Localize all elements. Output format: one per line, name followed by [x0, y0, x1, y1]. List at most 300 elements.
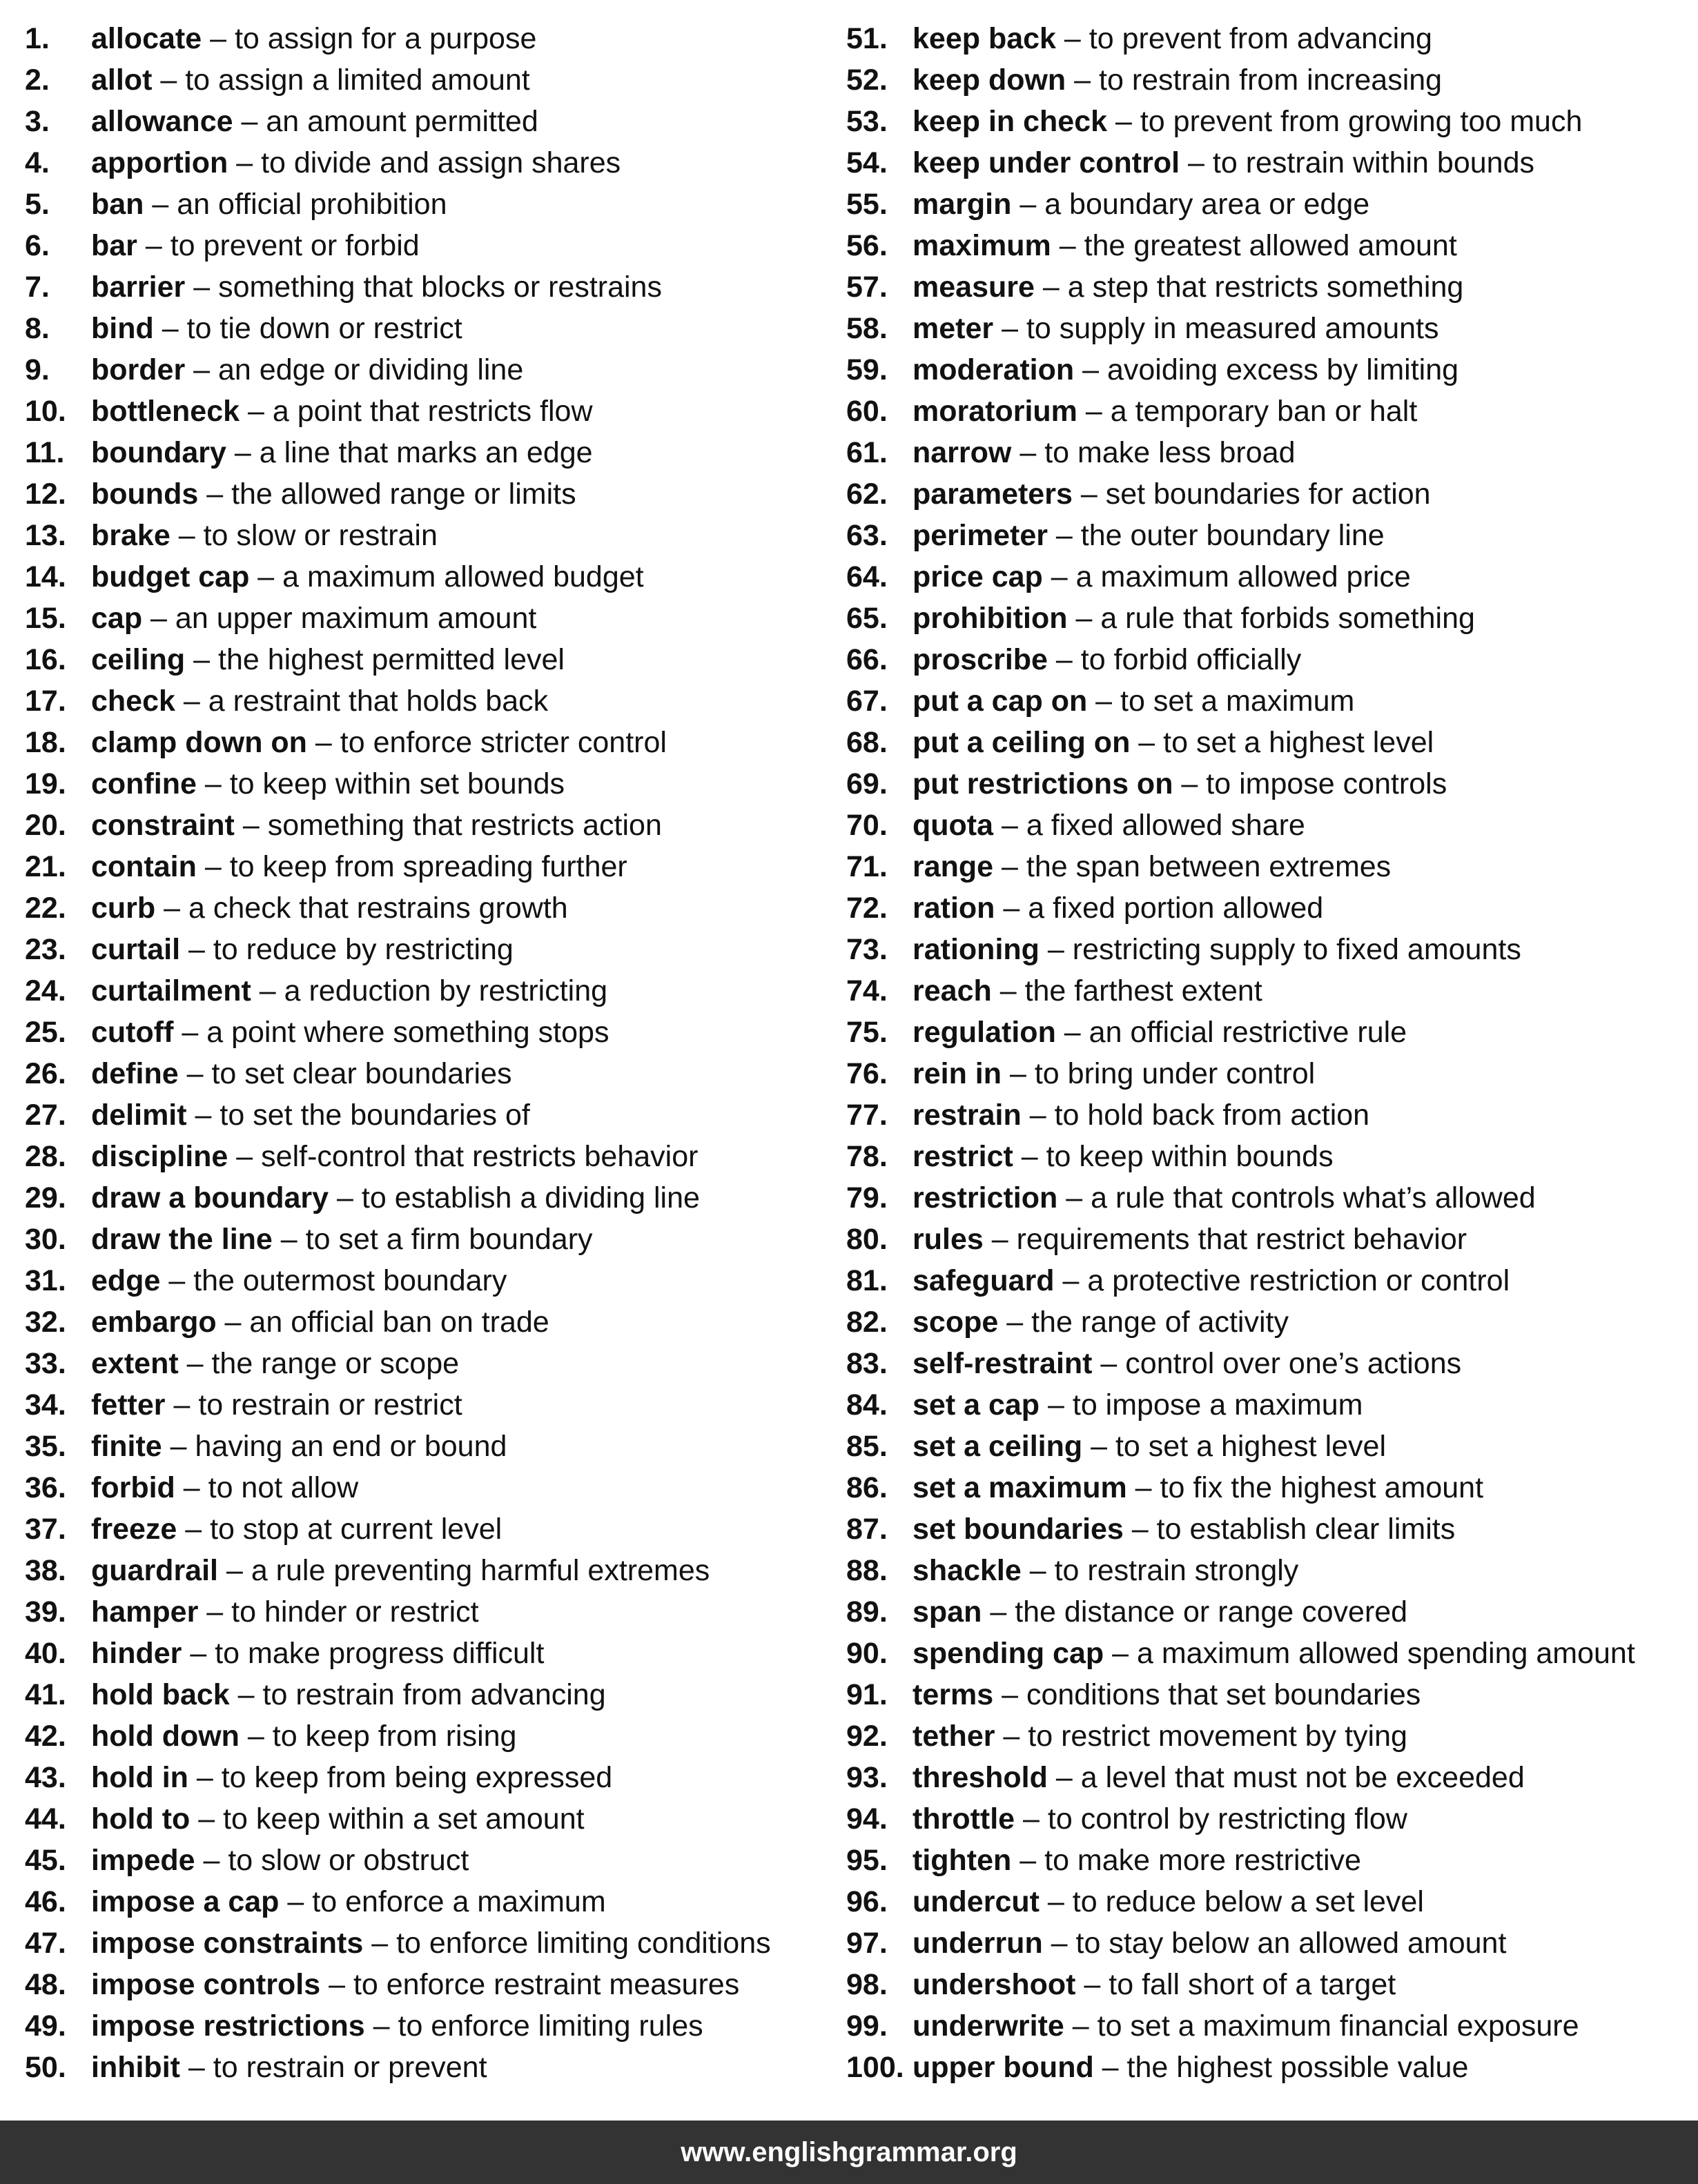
item-definition: a step that restricts something — [1067, 270, 1464, 304]
item-term: moderation — [913, 353, 1075, 386]
list-item — [25, 1136, 832, 1177]
item-text — [91, 1964, 739, 2005]
list-item — [846, 1633, 1695, 1674]
item-separator: – — [198, 1595, 232, 1629]
item-separator: – — [1130, 726, 1164, 759]
item-number: 43. — [25, 1761, 66, 1794]
item-term: cap — [91, 602, 143, 635]
item-definition: the highest possible value — [1126, 2051, 1469, 2084]
item-definition: a fixed allowed share — [1026, 809, 1305, 842]
list-item — [25, 473, 832, 515]
item-text — [91, 2047, 487, 2088]
item-number: 11. — [25, 436, 65, 469]
item-term: upper bound — [913, 2051, 1094, 2084]
item-number: 59. — [846, 353, 888, 386]
item-definition: an official ban on trade — [249, 1306, 549, 1339]
item-term: maximum — [913, 229, 1051, 262]
item-term: keep under control — [913, 146, 1180, 179]
item-text — [913, 1467, 1483, 1508]
list-item — [846, 1053, 1695, 1094]
item-term: meter — [913, 312, 994, 345]
item-text — [91, 1591, 479, 1633]
item-separator: – — [1173, 767, 1207, 800]
item-number: 73. — [846, 933, 888, 966]
item-separator: – — [272, 1223, 306, 1256]
item-separator: – — [186, 1099, 220, 1132]
item-separator: – — [993, 809, 1026, 842]
item-text — [913, 142, 1534, 184]
item-text — [91, 1301, 549, 1343]
item-definition: to set the boundaries of — [219, 1099, 530, 1132]
item-term: set a cap — [913, 1388, 1040, 1421]
item-term: impede — [91, 1844, 195, 1877]
item-term: restrict — [913, 1140, 1013, 1173]
list-item — [25, 1964, 832, 2005]
item-text — [913, 1219, 1467, 1260]
item-definition: a protective restriction or control — [1087, 1264, 1510, 1297]
item-term: rein in — [913, 1057, 1002, 1090]
item-definition: to establish clear limits — [1156, 1513, 1456, 1546]
list-item — [846, 1343, 1695, 1384]
item-definition: an edge or dividing line — [218, 353, 524, 386]
item-number: 99. — [846, 2009, 888, 2043]
item-term: margin — [913, 188, 1012, 221]
item-term: curtailment — [91, 974, 251, 1007]
item-text — [91, 1260, 507, 1301]
item-separator: – — [165, 1388, 199, 1421]
list-item — [846, 1798, 1695, 1840]
footer-website-link[interactable]: www.englishgrammar.org — [681, 2137, 1017, 2167]
item-text — [913, 1012, 1407, 1053]
item-definition: the outermost boundary — [193, 1264, 507, 1297]
item-definition: requirements that restrict behavior — [1016, 1223, 1467, 1256]
list-item — [25, 680, 832, 722]
item-term: draw the line — [91, 1223, 273, 1256]
item-definition: something that blocks or restrains — [218, 270, 662, 304]
item-separator: – — [152, 63, 186, 97]
item-separator: – — [162, 1430, 195, 1463]
item-text — [91, 1633, 544, 1674]
item-definition: a point where something stops — [206, 1016, 609, 1049]
item-number: 24. — [25, 974, 66, 1007]
list-item — [846, 929, 1695, 970]
item-term: terms — [913, 1678, 994, 1711]
list-item — [846, 556, 1695, 598]
item-definition: to restrain within bounds — [1212, 146, 1534, 179]
item-definition: to prevent or forbid — [170, 229, 420, 262]
item-separator: – — [993, 312, 1026, 345]
item-term: budget cap — [91, 560, 250, 593]
item-separator: – — [160, 1264, 194, 1297]
list-item — [25, 2047, 832, 2088]
item-definition: to set clear boundaries — [211, 1057, 512, 1090]
item-definition: to restrain strongly — [1054, 1554, 1299, 1587]
list-item — [846, 1881, 1695, 1922]
item-definition: the outer boundary line — [1080, 519, 1385, 552]
item-text — [91, 598, 536, 639]
item-number: 76. — [846, 1057, 888, 1090]
item-separator: – — [1180, 146, 1213, 179]
item-separator: – — [1021, 1099, 1055, 1132]
item-term: hinder — [91, 1637, 182, 1670]
item-text — [91, 639, 565, 680]
item-separator: – — [180, 933, 213, 966]
item-number: 77. — [846, 1099, 888, 1132]
item-term: apportion — [91, 146, 228, 179]
item-definition: to enforce limiting rules — [398, 2009, 703, 2043]
item-number: 53. — [846, 105, 888, 138]
item-term: edge — [91, 1264, 161, 1297]
item-number: 80. — [846, 1223, 888, 1256]
item-number: 75. — [846, 1016, 888, 1049]
item-text — [91, 763, 565, 805]
item-number: 79. — [846, 1181, 888, 1214]
item-separator: – — [179, 2051, 213, 2084]
item-separator: – — [216, 1306, 250, 1339]
item-definition: an amount permitted — [266, 105, 538, 138]
list-item — [25, 515, 832, 556]
list-item — [846, 2005, 1695, 2047]
item-term: clamp down on — [91, 726, 307, 759]
item-separator: – — [320, 1968, 353, 2001]
item-definition: to establish a dividing line — [361, 1181, 700, 1214]
item-separator: – — [137, 229, 170, 262]
item-separator: – — [1011, 1844, 1045, 1877]
item-number: 42. — [25, 1720, 66, 1753]
item-term: guardrail — [91, 1554, 218, 1587]
item-definition: to divide and assign shares — [261, 146, 621, 179]
item-number: 96. — [846, 1885, 888, 1918]
item-number: 21. — [25, 850, 66, 883]
list-item — [846, 515, 1695, 556]
item-definition: to keep from being expressed — [221, 1761, 613, 1794]
item-number: 78. — [846, 1140, 888, 1173]
item-text — [913, 680, 1354, 722]
item-definition: to tie down or restrict — [186, 312, 462, 345]
item-text — [913, 722, 1434, 763]
item-number: 3. — [25, 105, 50, 138]
item-definition: to make more restrictive — [1044, 1844, 1361, 1877]
item-number: 69. — [846, 767, 888, 800]
item-number: 14. — [25, 560, 66, 593]
item-separator: – — [991, 974, 1025, 1007]
item-definition: to slow or obstruct — [228, 1844, 469, 1877]
item-term: set a maximum — [913, 1471, 1127, 1504]
item-number: 95. — [846, 1844, 888, 1877]
item-definition: to fix the highest amount — [1160, 1471, 1484, 1504]
item-term: hold in — [91, 1761, 188, 1794]
item-number: 54. — [846, 146, 888, 179]
item-separator: – — [1123, 1513, 1157, 1546]
item-separator: – — [1042, 1927, 1076, 1960]
item-text — [913, 2047, 1468, 2088]
item-definition: an upper maximum amount — [175, 602, 537, 635]
item-text — [913, 1798, 1407, 1840]
item-separator: – — [1015, 1802, 1048, 1836]
item-definition: to enforce stricter control — [340, 726, 667, 759]
item-separator: – — [234, 809, 268, 842]
item-term: quota — [913, 809, 994, 842]
item-separator: – — [329, 1181, 362, 1214]
item-term: bounds — [91, 478, 199, 511]
item-separator: – — [1064, 2009, 1097, 2043]
item-number: 66. — [846, 643, 888, 676]
item-text — [91, 1094, 530, 1136]
item-number: 71. — [846, 850, 888, 883]
item-text — [91, 846, 627, 887]
item-number: 67. — [846, 685, 888, 718]
item-text — [91, 473, 576, 515]
item-definition: to fall short of a target — [1109, 1968, 1396, 2001]
list-item — [25, 598, 832, 639]
item-separator: – — [1055, 22, 1089, 55]
item-separator: – — [1072, 478, 1106, 511]
item-number: 48. — [25, 1968, 66, 2001]
item-term: proscribe — [913, 643, 1048, 676]
item-text — [913, 1136, 1334, 1177]
item-text — [913, 1633, 1635, 1674]
item-separator: – — [1066, 63, 1100, 97]
item-term: restriction — [913, 1181, 1058, 1214]
item-term: define — [91, 1057, 179, 1090]
item-term: check — [91, 685, 175, 718]
item-text — [913, 1177, 1536, 1219]
list-item — [25, 846, 832, 887]
item-definition: an official restrictive rule — [1089, 1016, 1407, 1049]
item-separator: – — [185, 270, 219, 304]
item-definition: to reduce by restricting — [213, 933, 514, 966]
item-term: self-restraint — [913, 1347, 1093, 1380]
item-number: 84. — [846, 1388, 888, 1421]
item-separator: – — [155, 892, 188, 925]
item-number: 1. — [25, 22, 50, 55]
item-number: 65. — [846, 602, 888, 635]
item-separator: – — [229, 1678, 263, 1711]
item-text — [913, 349, 1458, 391]
item-number: 93. — [846, 1761, 888, 1794]
list-item — [25, 1012, 832, 1053]
list-item — [846, 1467, 1695, 1508]
item-term: set a ceiling — [913, 1430, 1083, 1463]
item-number: 34. — [25, 1388, 66, 1421]
list-item — [25, 1922, 832, 1964]
item-separator: – — [251, 974, 284, 1007]
list-item — [846, 1922, 1695, 1964]
item-term: tighten — [913, 1844, 1012, 1877]
item-number: 37. — [25, 1513, 66, 1546]
item-term: parameters — [913, 478, 1073, 511]
list-item — [846, 1426, 1695, 1467]
item-text — [913, 1674, 1421, 1715]
item-number: 81. — [846, 1264, 888, 1297]
item-number: 38. — [25, 1554, 66, 1587]
item-number: 72. — [846, 892, 888, 925]
item-separator: – — [1067, 602, 1101, 635]
item-text — [91, 225, 420, 266]
list-item — [846, 722, 1695, 763]
item-number: 87. — [846, 1513, 888, 1546]
item-term: set boundaries — [913, 1513, 1124, 1546]
list-item — [25, 1053, 832, 1094]
item-definition: a check that restrains growth — [188, 892, 568, 925]
item-definition: to restrain or restrict — [198, 1388, 462, 1421]
item-term: put a cap on — [913, 685, 1088, 718]
list-item — [25, 1757, 832, 1798]
item-term: safeguard — [913, 1264, 1055, 1297]
item-text — [91, 184, 447, 225]
list-item — [25, 142, 832, 184]
item-text — [913, 1301, 1289, 1343]
item-number: 88. — [846, 1554, 888, 1587]
item-text — [913, 59, 1442, 101]
item-term: prohibition — [913, 602, 1068, 635]
item-definition: the highest permitted level — [218, 643, 565, 676]
item-separator: – — [175, 1471, 208, 1504]
item-definition: to set a maximum financial exposure — [1097, 2009, 1579, 2043]
item-definition: to impose a maximum — [1072, 1388, 1363, 1421]
list-item — [846, 1012, 1695, 1053]
item-separator: – — [1082, 1430, 1115, 1463]
item-definition: to hold back from action — [1054, 1099, 1370, 1132]
item-definition: the range or scope — [211, 1347, 460, 1380]
list-item — [25, 556, 832, 598]
item-separator: – — [995, 1720, 1028, 1753]
item-number: 27. — [25, 1099, 66, 1132]
item-definition: to keep within set bounds — [229, 767, 565, 800]
item-term: impose constraints — [91, 1927, 364, 1960]
item-term: fetter — [91, 1388, 166, 1421]
item-term: keep down — [913, 63, 1066, 97]
list-item — [846, 1840, 1695, 1881]
item-definition: to prevent from advancing — [1089, 22, 1432, 55]
item-definition: to restrict movement by tying — [1028, 1720, 1407, 1753]
item-text — [91, 1219, 593, 1260]
item-definition: to stay below an allowed amount — [1075, 1927, 1507, 1960]
item-definition: the allowed range or limits — [231, 478, 576, 511]
list-item — [846, 1177, 1695, 1219]
item-text — [91, 266, 662, 308]
item-definition: to reduce below a set level — [1072, 1885, 1424, 1918]
item-separator: – — [198, 478, 232, 511]
item-separator: – — [178, 1347, 212, 1380]
item-term: threshold — [913, 1761, 1048, 1794]
footer-bar — [0, 2121, 1698, 2184]
item-number: 50. — [25, 2051, 66, 2084]
item-text — [91, 1757, 612, 1798]
list-item — [846, 391, 1695, 432]
item-separator: – — [1047, 1761, 1081, 1794]
list-item — [846, 846, 1695, 887]
list-item — [846, 184, 1695, 225]
list-item — [25, 18, 832, 59]
list-item — [25, 805, 832, 846]
item-number: 13. — [25, 519, 66, 552]
item-separator: – — [1034, 270, 1068, 304]
list-item — [25, 184, 832, 225]
item-number: 94. — [846, 1802, 888, 1836]
item-definition: a rule that controls what’s allowed — [1091, 1181, 1536, 1214]
item-text — [91, 722, 667, 763]
item-separator: – — [1054, 1264, 1088, 1297]
item-number: 68. — [846, 726, 888, 759]
item-text — [913, 1343, 1461, 1384]
item-number: 12. — [25, 478, 66, 511]
item-number: 56. — [846, 229, 888, 262]
item-separator: – — [1092, 1347, 1126, 1380]
list-item — [25, 1260, 832, 1301]
item-text — [913, 556, 1411, 598]
item-term: embargo — [91, 1306, 217, 1339]
item-term: discipline — [91, 1140, 228, 1173]
item-text — [91, 1508, 502, 1550]
item-text — [91, 1177, 700, 1219]
list-item — [846, 1508, 1695, 1550]
list-item — [25, 722, 832, 763]
item-number: 26. — [25, 1057, 66, 1090]
item-number: 60. — [846, 395, 888, 428]
item-text — [913, 1426, 1386, 1467]
item-text — [91, 1467, 358, 1508]
item-separator: – — [1087, 685, 1121, 718]
item-text — [913, 225, 1457, 266]
item-text — [91, 308, 462, 349]
list-item — [846, 1591, 1695, 1633]
item-number: 9. — [25, 353, 50, 386]
item-separator: – — [1077, 395, 1111, 428]
list-item — [846, 1674, 1695, 1715]
item-text — [913, 1715, 1407, 1757]
item-term: scope — [913, 1306, 999, 1339]
item-term: forbid — [91, 1471, 175, 1504]
list-item — [25, 432, 832, 473]
item-text — [913, 1964, 1396, 2005]
item-separator: – — [1093, 2051, 1127, 2084]
item-text — [91, 515, 438, 556]
item-separator: – — [1040, 1388, 1073, 1421]
item-separator: – — [363, 1927, 397, 1960]
item-term: ration — [913, 892, 995, 925]
item-term: ban — [91, 188, 144, 221]
item-definition: to stop at current level — [210, 1513, 502, 1546]
list-item — [25, 1550, 832, 1591]
item-term: hamper — [91, 1595, 199, 1629]
item-separator: – — [188, 1761, 222, 1794]
item-term: cutoff — [91, 1016, 174, 1049]
list-item — [25, 1881, 832, 1922]
list-item — [846, 266, 1695, 308]
item-definition: to assign for a purpose — [234, 22, 537, 55]
item-separator: – — [182, 1637, 215, 1670]
item-text — [91, 1136, 698, 1177]
item-text — [91, 970, 607, 1012]
item-term: reach — [913, 974, 992, 1007]
item-number: 83. — [846, 1347, 888, 1380]
item-text — [91, 142, 621, 184]
item-number: 44. — [25, 1802, 66, 1836]
item-text — [91, 1012, 609, 1053]
item-text — [91, 556, 644, 598]
item-number: 39. — [25, 1595, 66, 1629]
item-term: put restrictions on — [913, 767, 1173, 800]
item-term: spending cap — [913, 1637, 1104, 1670]
item-text — [913, 1508, 1455, 1550]
item-separator: – — [239, 1720, 273, 1753]
item-number: 10. — [25, 395, 66, 428]
item-term: span — [913, 1595, 982, 1629]
item-term: rationing — [913, 933, 1040, 966]
item-number: 89. — [846, 1595, 888, 1629]
item-definition: a maximum allowed price — [1075, 560, 1411, 593]
